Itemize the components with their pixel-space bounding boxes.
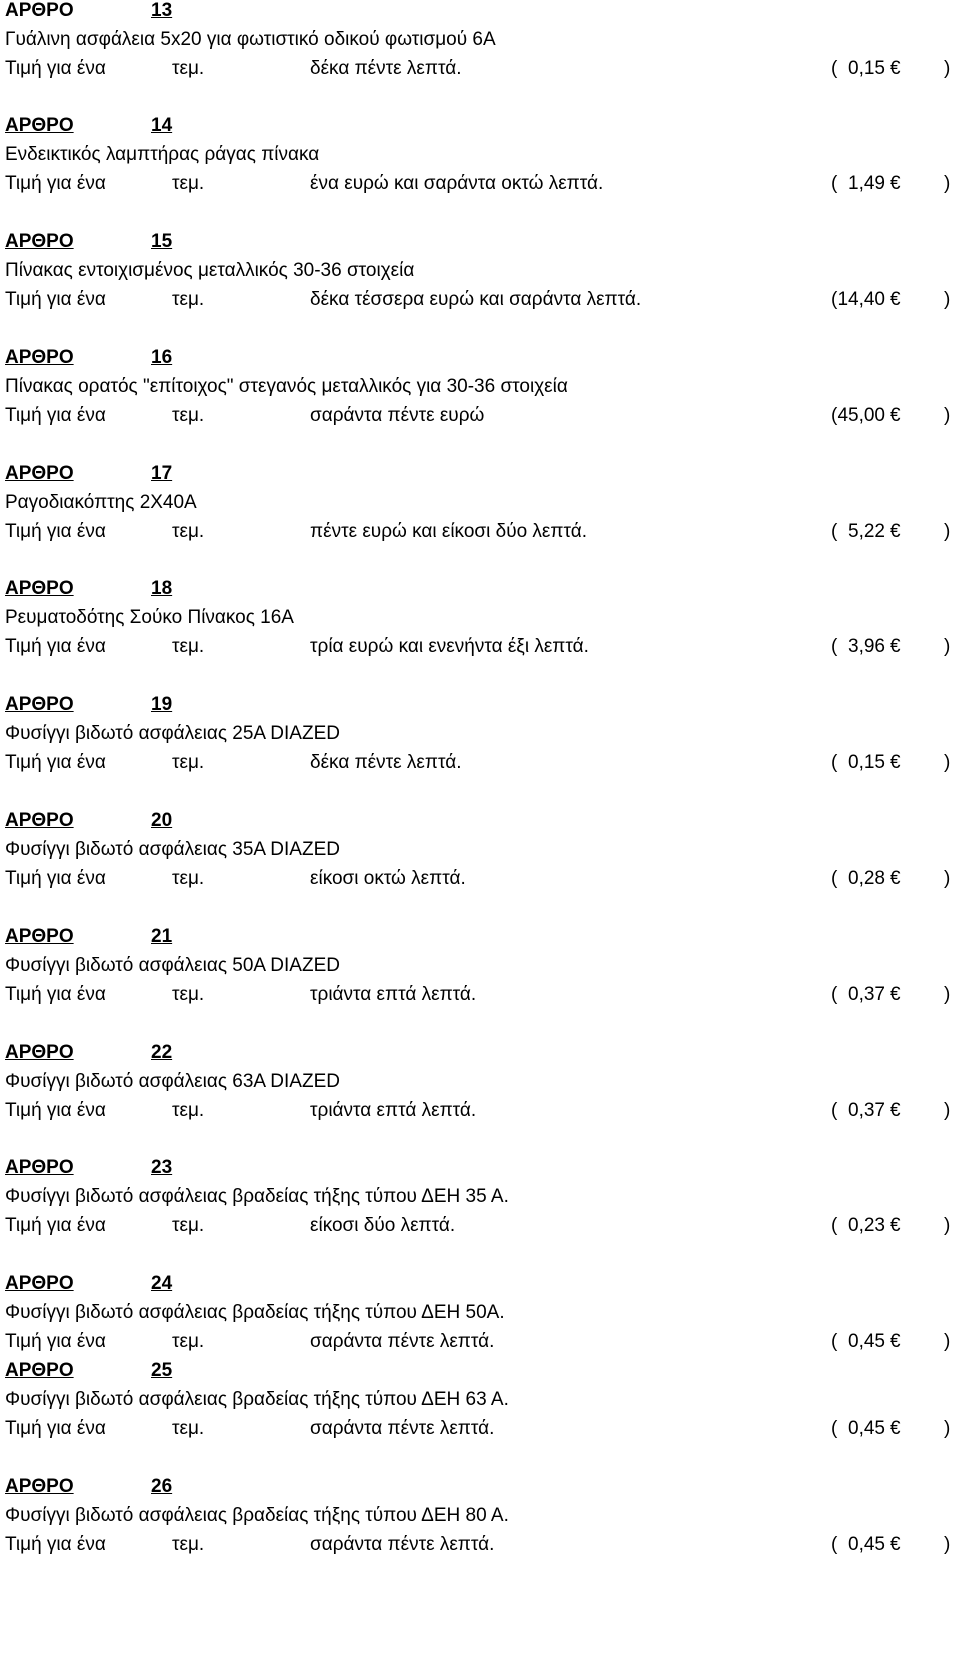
price-in-words: τρία ευρώ και ενενήντα έξι λεπτά. bbox=[310, 636, 589, 657]
article-label: ΑΡΘΡΟ bbox=[5, 115, 74, 136]
paren-close: ) bbox=[944, 1215, 951, 1236]
paren-close: ) bbox=[944, 289, 951, 310]
paren-close: ) bbox=[944, 521, 951, 542]
price-value: 0,37 bbox=[848, 1100, 885, 1121]
article-description: Φυσίγγι βιδωτό ασφάλειας βραδείας τήξης τύπου ΔΕΗ 50Α. bbox=[5, 1302, 505, 1323]
euro-icon: € bbox=[890, 405, 901, 426]
price-label: Τιμή για ένα bbox=[5, 521, 106, 542]
price-value: 0,15 bbox=[848, 752, 885, 773]
euro-icon: € bbox=[890, 1534, 901, 1555]
paren-open: ( bbox=[831, 1215, 838, 1236]
euro-icon: € bbox=[890, 58, 901, 79]
article-description: Πίνακας ορατός "επίτοιχος" στεγανός μεταλλικός για 30-36 στοιχεία bbox=[5, 376, 568, 397]
unit-label: τεμ. bbox=[172, 58, 205, 79]
article-description: Φυσίγγι βιδωτό ασφάλειας βραδείας τήξης τύπου ΔΕΗ 80 Α. bbox=[5, 1505, 509, 1526]
price-label: Τιμή για ένα bbox=[5, 636, 106, 657]
paren-open: ( bbox=[831, 1331, 838, 1352]
price-in-words: ένα ευρώ και σαράντα οκτώ λεπτά. bbox=[310, 173, 604, 194]
euro-icon: € bbox=[890, 636, 901, 657]
paren-close: ) bbox=[944, 984, 951, 1005]
article-number: 23 bbox=[151, 1157, 173, 1178]
unit-label: τεμ. bbox=[172, 521, 205, 542]
price-value: 0,37 bbox=[848, 984, 885, 1005]
unit-label: τεμ. bbox=[172, 752, 205, 773]
paren-close: ) bbox=[944, 58, 951, 79]
price-label: Τιμή για ένα bbox=[5, 1418, 106, 1439]
price-label: Τιμή για ένα bbox=[5, 984, 106, 1005]
price-label: Τιμή για ένα bbox=[5, 58, 106, 79]
price-label: Τιμή για ένα bbox=[5, 1215, 106, 1236]
paren-open: ( bbox=[831, 984, 838, 1005]
price-label: Τιμή για ένα bbox=[5, 1331, 106, 1352]
article-label: ΑΡΘΡΟ bbox=[5, 347, 74, 368]
article-number: 13 bbox=[151, 0, 173, 21]
euro-icon: € bbox=[890, 1215, 901, 1236]
price-value: 45,00 bbox=[837, 405, 885, 426]
price-value: 0,23 bbox=[848, 1215, 885, 1236]
euro-icon: € bbox=[890, 868, 901, 889]
article-description: Ραγοδιακόπτης 2Χ40Α bbox=[5, 492, 197, 513]
unit-label: τεμ. bbox=[172, 1418, 205, 1439]
article-number: 20 bbox=[151, 810, 173, 831]
article-description: Φυσίγγι βιδωτό ασφάλειας 35Α DIAZED bbox=[5, 839, 340, 860]
article-label: ΑΡΘΡΟ bbox=[5, 578, 74, 599]
paren-open: ( bbox=[831, 1100, 838, 1121]
price-value: 0,45 bbox=[848, 1331, 885, 1352]
article-label: ΑΡΘΡΟ bbox=[5, 810, 74, 831]
price-in-words: σαράντα πέντε λεπτά. bbox=[310, 1331, 495, 1352]
price-label: Τιμή για ένα bbox=[5, 868, 106, 889]
paren-open: ( bbox=[831, 173, 838, 194]
euro-icon: € bbox=[890, 173, 901, 194]
article-number: 16 bbox=[151, 347, 173, 368]
paren-close: ) bbox=[944, 1418, 951, 1439]
paren-close: ) bbox=[944, 1534, 951, 1555]
unit-label: τεμ. bbox=[172, 405, 205, 426]
price-in-words: σαράντα πέντε λεπτά. bbox=[310, 1534, 495, 1555]
article-description: Φυσίγγι βιδωτό ασφάλειας βραδείας τήξης τύπου ΔΕΗ 35 Α. bbox=[5, 1186, 509, 1207]
unit-label: τεμ. bbox=[172, 1215, 205, 1236]
price-label: Τιμή για ένα bbox=[5, 173, 106, 194]
article-number: 18 bbox=[151, 578, 173, 599]
paren-close: ) bbox=[944, 1100, 951, 1121]
article-number: 21 bbox=[151, 926, 173, 947]
article-number: 14 bbox=[151, 115, 173, 136]
paren-close: ) bbox=[944, 1331, 951, 1352]
article-description: Ενδεικτικός λαμπτήρας ράγας πίνακα bbox=[5, 144, 320, 165]
unit-label: τεμ. bbox=[172, 1331, 205, 1352]
article-label: ΑΡΘΡΟ bbox=[5, 1360, 74, 1381]
unit-label: τεμ. bbox=[172, 636, 205, 657]
price-in-words: σαράντα πέντε λεπτά. bbox=[310, 1418, 495, 1439]
article-number: 26 bbox=[151, 1476, 173, 1497]
article-description: Φυσίγγι βιδωτό ασφάλειας 50Α DIAZED bbox=[5, 955, 340, 976]
unit-label: τεμ. bbox=[172, 289, 205, 310]
price-label: Τιμή για ένα bbox=[5, 1100, 106, 1121]
euro-icon: € bbox=[890, 1331, 901, 1352]
price-label: Τιμή για ένα bbox=[5, 405, 106, 426]
paren-close: ) bbox=[944, 636, 951, 657]
price-in-words: σαράντα πέντε ευρώ bbox=[310, 405, 485, 426]
price-value: 0,45 bbox=[848, 1418, 885, 1439]
price-value: 0,15 bbox=[848, 58, 885, 79]
article-label: ΑΡΘΡΟ bbox=[5, 1157, 74, 1178]
article-description: Φυσίγγι βιδωτό ασφάλειας 63Α DIAZED bbox=[5, 1071, 340, 1092]
article-number: 15 bbox=[151, 231, 173, 252]
euro-icon: € bbox=[890, 521, 901, 542]
article-label: ΑΡΘΡΟ bbox=[5, 1476, 74, 1497]
price-in-words: δέκα τέσσερα ευρώ και σαράντα λεπτά. bbox=[310, 289, 642, 310]
price-label: Τιμή για ένα bbox=[5, 289, 106, 310]
price-label: Τιμή για ένα bbox=[5, 1534, 106, 1555]
price-in-words: δέκα πέντε λεπτά. bbox=[310, 58, 462, 79]
price-value: 0,45 bbox=[848, 1534, 885, 1555]
paren-open: ( bbox=[831, 636, 838, 657]
price-value: 0,28 bbox=[848, 868, 885, 889]
paren-open: ( bbox=[831, 405, 838, 426]
price-in-words: πέντε ευρώ και είκοσι δύο λεπτά. bbox=[310, 521, 588, 542]
article-label: ΑΡΘΡΟ bbox=[5, 926, 74, 947]
article-number: 25 bbox=[151, 1360, 173, 1381]
article-number: 24 bbox=[151, 1273, 173, 1294]
unit-label: τεμ. bbox=[172, 984, 205, 1005]
unit-label: τεμ. bbox=[172, 868, 205, 889]
article-description: Φυσίγγι βιδωτό ασφάλειας 25Α DIAZED bbox=[5, 723, 340, 744]
article-description: Ρευματοδότης Σούκο Πίνακος 16Α bbox=[5, 607, 294, 628]
price-in-words: δέκα πέντε λεπτά. bbox=[310, 752, 462, 773]
euro-icon: € bbox=[890, 984, 901, 1005]
article-label: ΑΡΘΡΟ bbox=[5, 1273, 74, 1294]
price-value: 14,40 bbox=[837, 289, 885, 310]
article-number: 19 bbox=[151, 694, 173, 715]
price-in-words: τριάντα επτά λεπτά. bbox=[310, 984, 477, 1005]
article-label: ΑΡΘΡΟ bbox=[5, 463, 74, 484]
unit-label: τεμ. bbox=[172, 1534, 205, 1555]
paren-open: ( bbox=[831, 1418, 838, 1439]
article-number: 22 bbox=[151, 1042, 173, 1063]
article-number: 17 bbox=[151, 463, 173, 484]
paren-open: ( bbox=[831, 752, 838, 773]
article-label: ΑΡΘΡΟ bbox=[5, 694, 74, 715]
paren-close: ) bbox=[944, 405, 951, 426]
price-value: 5,22 bbox=[848, 521, 885, 542]
euro-icon: € bbox=[890, 1100, 901, 1121]
paren-close: ) bbox=[944, 752, 951, 773]
paren-open: ( bbox=[831, 868, 838, 889]
price-label: Τιμή για ένα bbox=[5, 752, 106, 773]
unit-label: τεμ. bbox=[172, 1100, 205, 1121]
price-in-words: τριάντα επτά λεπτά. bbox=[310, 1100, 477, 1121]
paren-open: ( bbox=[831, 1534, 838, 1555]
paren-open: ( bbox=[831, 521, 838, 542]
article-label: ΑΡΘΡΟ bbox=[5, 231, 74, 252]
price-in-words: είκοσι οκτώ λεπτά. bbox=[310, 868, 466, 889]
price-value: 1,49 bbox=[848, 173, 885, 194]
paren-open: ( bbox=[831, 58, 838, 79]
paren-close: ) bbox=[944, 868, 951, 889]
article-label: ΑΡΘΡΟ bbox=[5, 1042, 74, 1063]
paren-open: ( bbox=[831, 289, 838, 310]
article-description: Γυάλινη ασφάλεια 5x20 για φωτιστικό οδικού φωτισμού 6Α bbox=[5, 29, 496, 50]
unit-label: τεμ. bbox=[172, 173, 205, 194]
article-description: Φυσίγγι βιδωτό ασφάλειας βραδείας τήξης τύπου ΔΕΗ 63 Α. bbox=[5, 1389, 509, 1410]
price-value: 3,96 bbox=[848, 636, 885, 657]
euro-icon: € bbox=[890, 1418, 901, 1439]
paren-close: ) bbox=[944, 173, 951, 194]
euro-icon: € bbox=[890, 752, 901, 773]
euro-icon: € bbox=[890, 289, 901, 310]
price-in-words: είκοσι δύο λεπτά. bbox=[310, 1215, 456, 1236]
article-description: Πίνακας εντοιχισμένος μεταλλικός 30-36 στοιχεία bbox=[5, 260, 415, 281]
article-label: ΑΡΘΡΟ bbox=[5, 0, 74, 21]
